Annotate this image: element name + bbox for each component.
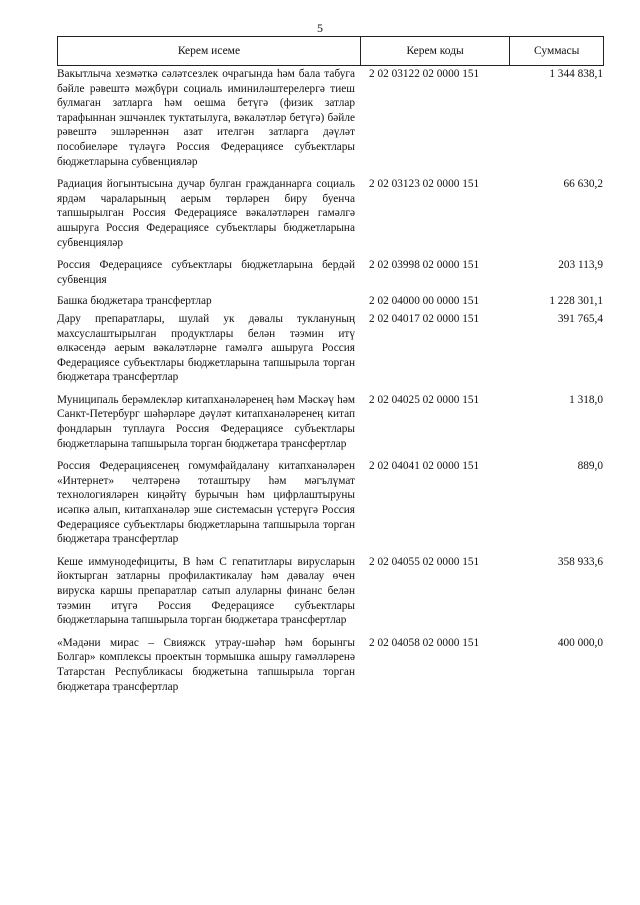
row-code: 2 02 04017 02 0000 151 xyxy=(369,312,480,325)
row-sum: 358 933,6 xyxy=(557,555,603,568)
row-sum: 391 765,4 xyxy=(557,312,603,325)
row-sum: 1 344 838,1 xyxy=(549,68,603,80)
row-sum: 1 318,0 xyxy=(569,393,603,406)
table-row xyxy=(57,312,604,385)
row-name: Башка бюджетара трансфертлар xyxy=(57,295,212,308)
table-row xyxy=(57,258,604,287)
table-header xyxy=(57,36,604,66)
table-row xyxy=(57,393,604,451)
row-name: Кеше иммунодефициты, В һәм С гепатитлары вирусларын йоктырган затларны профилактикалау һәм дәвалау өчен вируска каршы препаратлар сатып алуларны финанс белән тәэмин итүгә Россия Федерациясе субъектлары бюджетларына тапшырыла торган бюджетара трансфертлар xyxy=(57,555,355,627)
row-code: 2 02 04058 02 0000 151 xyxy=(369,636,480,649)
row-code: 2 02 04000 00 0000 151 xyxy=(369,295,480,308)
header-code: Керем коды xyxy=(361,37,510,65)
row-code: 2 02 04025 02 0000 151 xyxy=(369,393,480,406)
row-sum: 400 000,0 xyxy=(557,636,603,649)
budget-table xyxy=(57,36,604,694)
table-row xyxy=(57,555,604,628)
row-code: 2 02 03998 02 0000 151 xyxy=(369,259,480,272)
row-name: «Мәдәни мирас – Свияжск утрау-шәһәр һәм борынгы Болгар» комплексы проектын тормышка ашыру гамәлләренә Татарстан Республикасы бюджетына тапшырыла торган бюджетара трансфертлар xyxy=(57,636,355,693)
row-code: 2 02 03122 02 0000 151 xyxy=(369,68,480,80)
row-name: Радиация йогынтысына дучар булган гражданнарга социаль ярдәм чараларының аерым төрләрен биру буенча тапшырылган Россия Федерациясе вәкаләтләрен гамәлгә ашыруга Россия Федерациясе субъектлары бюджетларына субвенцияләр xyxy=(57,178,355,249)
table-row xyxy=(57,177,604,250)
header-name: Керем исеме xyxy=(58,37,361,65)
row-code: 2 02 04055 02 0000 151 xyxy=(369,555,480,568)
row-sum: 203 113,9 xyxy=(558,259,603,272)
header-sum: Суммасы xyxy=(533,45,580,57)
row-sum: 889,0 xyxy=(577,460,603,473)
row-code: 2 02 03123 02 0000 151 xyxy=(369,178,480,191)
row-code: 2 02 04041 02 0000 151 xyxy=(369,460,480,473)
table-row xyxy=(57,294,604,309)
table-row xyxy=(57,636,604,694)
row-name: Вакытлыча хезмәткә сәләтсезлек очрагында һәм бала табуга бәйле рәвештә мәҗбүри социаль иминиләштерелергә тиеш булмаган затларга һәм оешма бетүгә (физик затлар тарафыннан эшчәнлек туктатылуга, вәкаләтләр бетүгә) бәйле рәвештә эшләреннән азат ителгән затларга дәүләт пособиеләре түләүгә Россия Федерациясе субъектлары бюджетларына субвенцияләр xyxy=(57,68,355,168)
table-row xyxy=(57,67,604,169)
row-sum: 66 630,2 xyxy=(563,178,603,191)
row-name: Дару препаратлары, шулай ук дәвалы туклануның махсуслаштырылган продуктлары белән тәэмин итү өлкәсендә аерым вәкаләтләрне гамәлгә ашыруга Россия Федерациясе субъектлары бюджетларына тапшырыла торган бюджетара трансфертлар xyxy=(57,312,355,384)
row-name: Муниципаль берәмлекләр китапханәләренең һәм Мәскәү һәм Санкт-Петербург шәһәрләре дәүләт китапханәләренең китап фондларын туплауга Россия Федерациясе субъектлары бюджетларына тапшырыла торган бюджетара трансфертлар xyxy=(57,393,355,450)
table-row xyxy=(57,459,604,547)
row-name: Россия Федерациясе субъектлары бюджетларына бердәй субвенция xyxy=(57,259,355,286)
page-number: 5 xyxy=(317,21,323,35)
row-sum: 1 228 301,1 xyxy=(549,295,603,308)
row-name: Россия Федерациясенең гомумфайдалану китапханәләрен «Интернет» челтәренә тоташтыру һәм мәгълүмат технологияләрен киңәйтү бурычын һәм цифрлаштыруны исәпкә алып, китапханәләр эше системасын үстерүгә Россия Федерациясе субъектлары бюджетларына тапшырыла торган бюджетара трансфертлар xyxy=(57,460,355,546)
